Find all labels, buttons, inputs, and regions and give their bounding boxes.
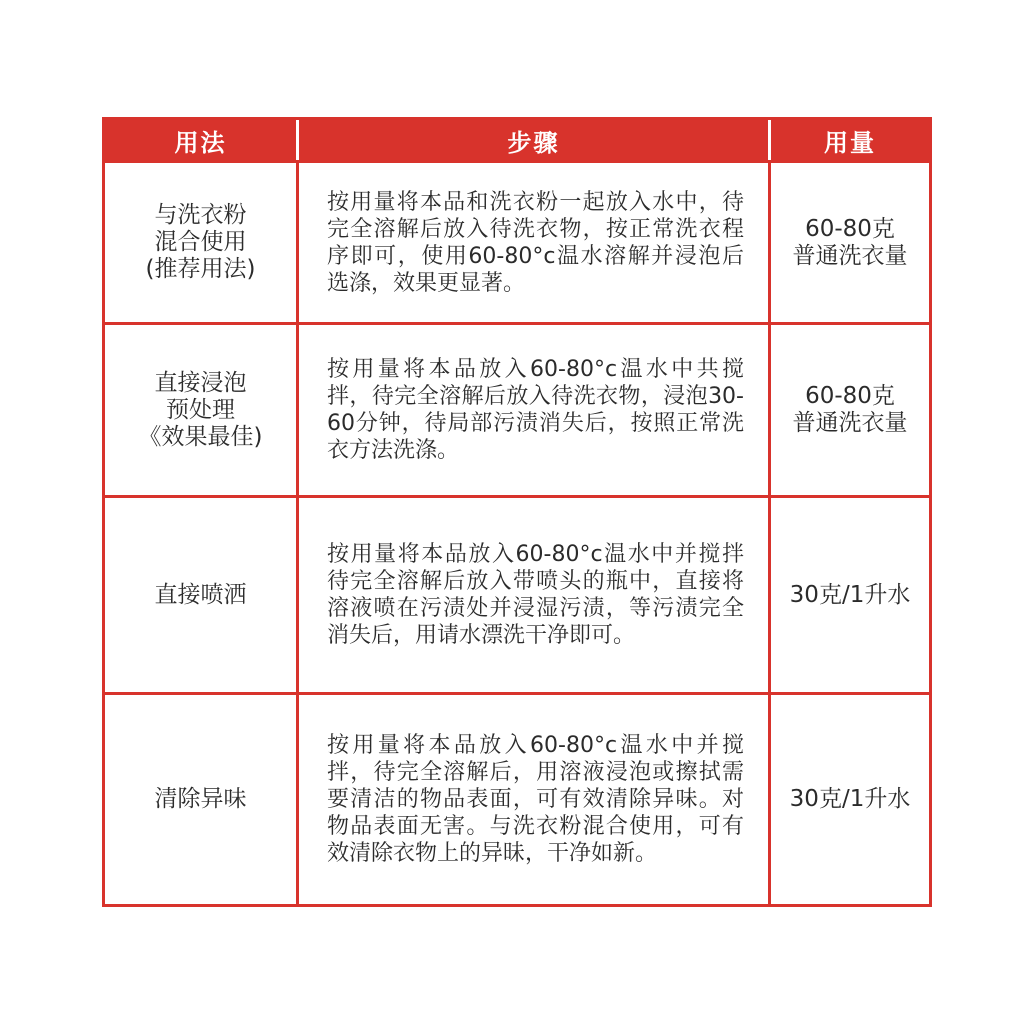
header-dose: 用量: [768, 120, 929, 160]
header-method: 用法: [105, 120, 296, 160]
row-2-dose: 60-80克 普通洗衣量: [768, 322, 929, 495]
row-4-dose: 30克/1升水: [768, 692, 929, 904]
row-3-method: 直接喷洒: [105, 495, 296, 692]
row-4-steps-text: 按用量将本品放入60-80°c温水中并搅拌，待完全溶解后，用溶液浸泡或擦拭需要清洁的物品表面，可有效清除异味。对物品表面无害。与洗衣粉混合使用，可有效清除衣物上的异昧，干净如新。: [327, 733, 744, 866]
header-steps: 步骤: [296, 120, 768, 160]
row-4-steps: [296, 692, 768, 904]
row-4-method: 清除异味: [105, 692, 296, 904]
row-3-dose: 30克/1升水: [768, 495, 929, 692]
row-1-steps-text: 按用量将本品和洗衣粉一起放入水中，待完全溶解后放入待洗衣物，按正常洗衣程序即可，使用60-80°c温水溶解并浸泡后选涤，效果更显著。: [327, 189, 744, 296]
row-3-steps-text: 按用量将本品放入60-80°c温水中并搅拌待完全溶解后放入带喷头的瓶中，直接将溶液喷在污渍处并浸湿污渍，等污渍完全消失后，用请水漂洗干净即可。: [327, 542, 744, 648]
usage-table: [102, 117, 932, 907]
row-2-steps: [296, 322, 768, 495]
row-1-dose: 60-80克 普通洗衣量: [768, 160, 929, 322]
row-2-steps-text: 按用量将本品放入60-80°c温水中共搅拌，待完全溶解后放入待洗衣物，浸泡30-60分钟，待局部污渍消失后，按照正常洗衣方法洗涤。: [327, 357, 744, 463]
row-2-method: 直接浸泡 预处理 《效果最佳): [105, 322, 296, 495]
row-1-steps: [296, 160, 768, 322]
row-3-steps: [296, 495, 768, 692]
row-1-method: 与洗衣粉 混合使用 (推荐用法): [105, 160, 296, 322]
